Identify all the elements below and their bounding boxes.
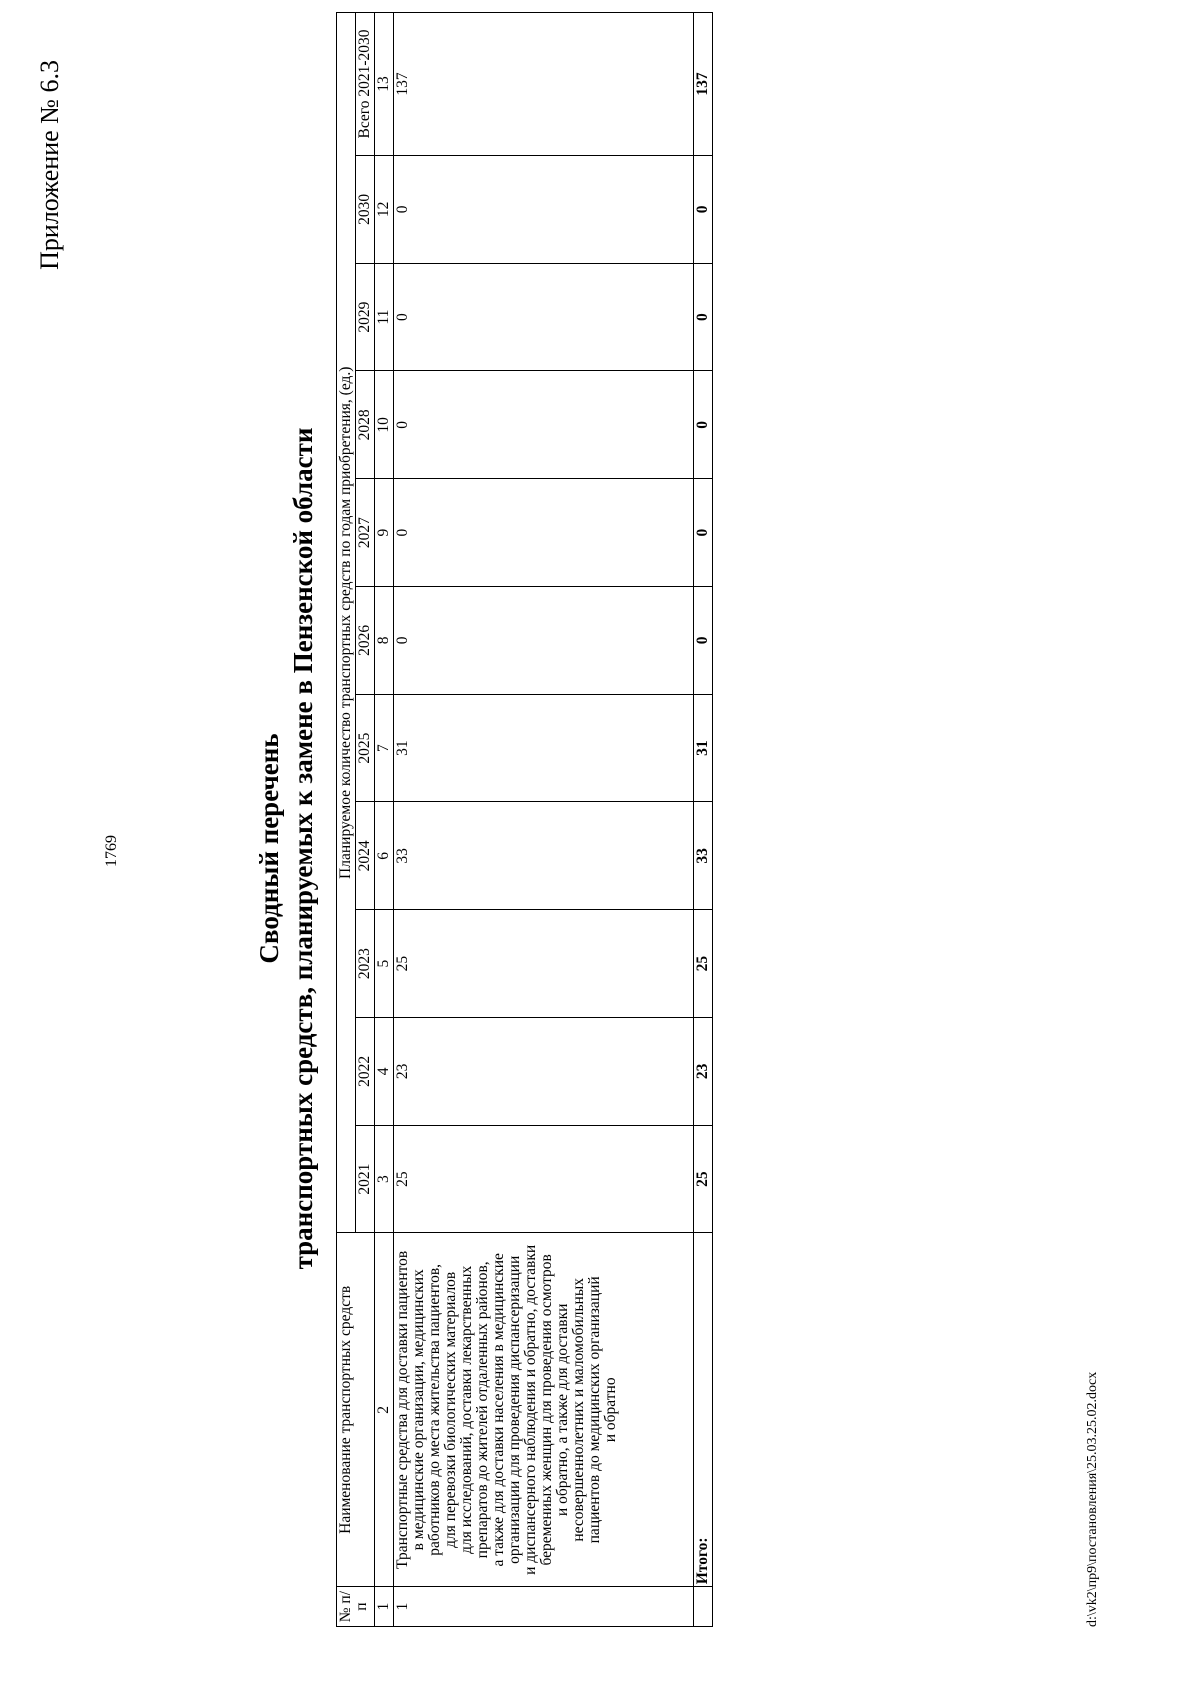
totals-value: 0 (694, 371, 713, 479)
column-index: 9 (375, 479, 394, 587)
column-index: 8 (375, 586, 394, 694)
totals-label: Итого: (694, 1233, 713, 1587)
column-index: 10 (375, 371, 394, 479)
totals-value: 25 (694, 910, 713, 1018)
header-year: 2029 (356, 263, 375, 371)
header-num: № п/п (337, 1587, 375, 1627)
header-group: Планируемое количество транспортных средств по годам приобретения, (ед.) (337, 13, 356, 1233)
column-index: 3 (375, 1125, 394, 1233)
totals-value: 31 (694, 694, 713, 802)
header-year: 2026 (356, 586, 375, 694)
file-path-footer: d:\vk2\пр9\постановления\25.03.25.02.docx (1085, 1371, 1100, 1627)
header-name: Наименование транспортных средств (337, 1233, 375, 1587)
column-index: 13 (375, 13, 394, 156)
header-year: 2022 (356, 1017, 375, 1125)
column-index: 11 (375, 263, 394, 371)
row-value: 0 (394, 155, 694, 263)
title-line-2: транспортных средств, планируемых к замене в Пензенской области (288, 427, 318, 1270)
appendix-label: Приложение № 6.3 (35, 60, 64, 270)
row-value: 0 (394, 371, 694, 479)
header-year: 2030 (356, 155, 375, 263)
totals-value: 0 (694, 155, 713, 263)
totals-value: 0 (694, 586, 713, 694)
header-year: 2021 (356, 1125, 375, 1233)
column-index: 12 (375, 155, 394, 263)
header-year: 2024 (356, 802, 375, 910)
totals-row (694, 13, 713, 1627)
row-value: 0 (394, 586, 694, 694)
vehicles-table (336, 12, 713, 1627)
totals-total: 137 (694, 13, 713, 156)
totals-value: 33 (694, 802, 713, 910)
totals-num-cell (694, 1587, 713, 1627)
column-index: 7 (375, 694, 394, 802)
column-index: 4 (375, 1017, 394, 1125)
column-index: 2 (375, 1233, 394, 1587)
row-num: 1 (394, 1587, 694, 1627)
header-year: 2028 (356, 371, 375, 479)
page-number: 1769 (103, 835, 120, 867)
totals-value: 25 (694, 1125, 713, 1233)
table-row (394, 13, 694, 1627)
totals-value: 0 (694, 263, 713, 371)
column-index-row (375, 13, 394, 1627)
header-year: 2023 (356, 910, 375, 1018)
column-index: 5 (375, 910, 394, 1018)
document-title (252, 0, 320, 1697)
header-row-1 (337, 13, 356, 1627)
column-index: 1 (375, 1587, 394, 1627)
column-index: 6 (375, 802, 394, 910)
row-total: 137 (394, 13, 694, 156)
row-value: 33 (394, 802, 694, 910)
header-year: 2027 (356, 479, 375, 587)
row-value: 0 (394, 263, 694, 371)
row-value: 25 (394, 910, 694, 1018)
title-line-1: Сводный перечень (254, 733, 284, 964)
header-total: Всего 2021-2030 (356, 13, 375, 156)
row-name: Транспортные средства для доставки пациентов в медицинские организации, медицинских работников до места жительства пациентов, для перевозки биологических материалов для исследований, доставки лекарственных препаратов до жителей отдаленных районов, а также для доставки населения в медицинские организации для проведения диспансеризации и диспансерного наблюдения и обратно, доставки беремениых женщин для проведения осмотров и обратно, а также для доставки несовершеннолетних и маломобильных пациентов до медицинских организаций и обратно (394, 1233, 694, 1587)
row-value: 25 (394, 1125, 694, 1233)
row-value: 23 (394, 1017, 694, 1125)
row-value: 0 (394, 479, 694, 587)
row-value: 31 (394, 694, 694, 802)
totals-value: 23 (694, 1017, 713, 1125)
totals-value: 0 (694, 479, 713, 587)
header-year: 2025 (356, 694, 375, 802)
